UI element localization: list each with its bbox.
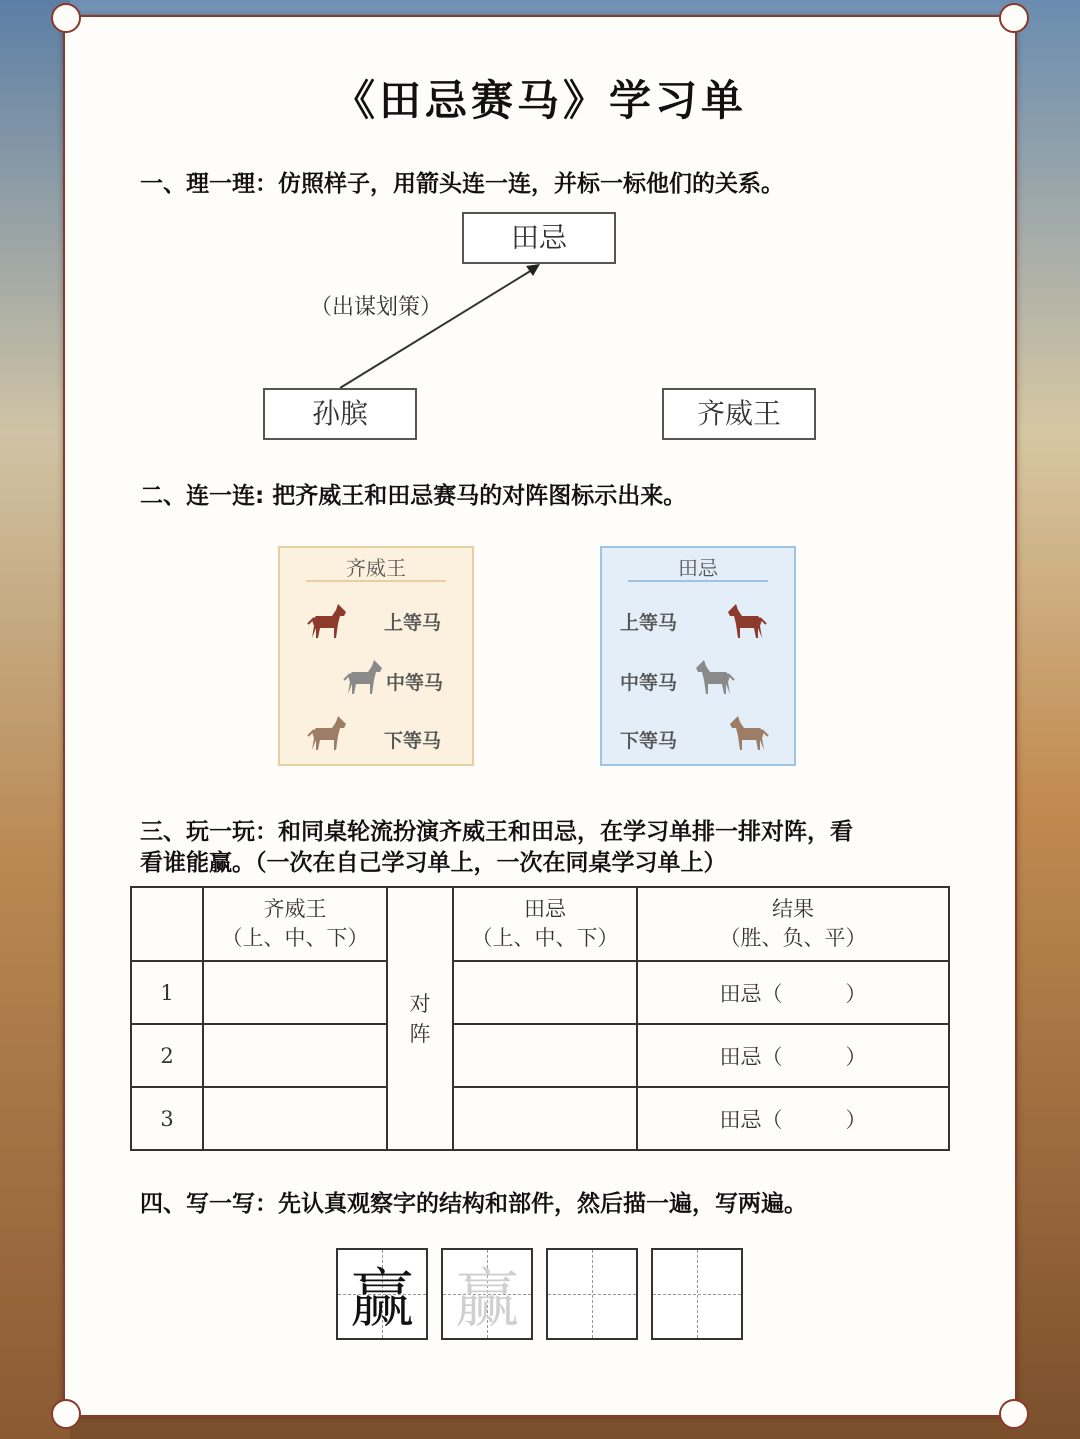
box-sunbin: 孙膑 [263,388,417,440]
section2-heading: 二、连一连: 把齐威王和田忌赛马的对阵图标示出来。 [140,483,687,509]
section3-heading-line1: 三、玩一玩：和同桌轮流扮演齐威王和田忌，在学习单排一排对阵，看 [140,819,853,845]
table-header-qi [203,887,387,961]
table-row [131,1087,949,1150]
row-number: 1 [131,961,203,1024]
row-number: 3 [131,1087,203,1150]
vs-char: 对 [409,991,431,1016]
table-row [131,961,949,1024]
header-subtext: （上、中、下） [471,926,619,950]
horse-label-mid: 中等马 [386,672,444,694]
writing-grid-trace[interactable] [441,1248,533,1340]
section3-heading-line2: 看谁能赢。（一次在自己学习单上，一次在同桌学习单上） [140,850,727,876]
trace-character: 赢 [455,1263,519,1337]
writing-grid-model [336,1248,428,1340]
horse-top-icon [724,602,768,642]
qi-answer-cell[interactable] [203,961,387,1024]
writing-grid-blank[interactable] [546,1248,638,1340]
box-tianji: 田忌 [462,212,616,264]
table-vs-column [387,887,453,1150]
writing-grid-blank[interactable] [651,1248,743,1340]
header-text: 齐威王 [263,897,327,921]
horse-mid-icon [692,658,736,698]
qi-answer-cell[interactable] [203,1087,387,1150]
card-tianji [592,538,804,774]
horse-label-top: 上等马 [384,612,442,634]
qi-answer-cell[interactable] [203,1024,387,1087]
tian-answer-cell[interactable] [453,961,637,1024]
tian-answer-cell[interactable] [453,1024,637,1087]
model-character: 赢 [350,1263,414,1337]
result-cell[interactable]: 田忌（ ） [637,1087,949,1150]
box-qiweiwang: 齐威王 [662,388,816,440]
horse-top-icon [306,602,350,642]
card-title: 田忌 [678,556,718,580]
section1-heading: 一、理一理：仿照样子，用箭头连一连，并标一标他们的关系。 [140,171,784,197]
horse-label-low: 下等马 [620,730,678,752]
relation-label: （出谋划策） [310,295,443,320]
horse-label-top: 上等马 [620,612,678,634]
horse-label-mid: 中等马 [620,672,678,694]
result-cell[interactable]: 田忌（ ） [637,961,949,1024]
result-cell[interactable]: 田忌（ ） [637,1024,949,1087]
vs-char: 阵 [409,1021,431,1046]
table-row [131,1024,949,1087]
table-header-num [131,887,203,961]
header-text: 结果 [772,897,814,921]
table-header-tian [453,887,637,961]
card-title: 齐威王 [346,556,406,580]
horse-low-icon [306,714,350,754]
card-divider [628,580,768,582]
tian-answer-cell[interactable] [453,1087,637,1150]
header-text: 田忌 [524,897,566,921]
horse-label-low: 下等马 [384,730,442,752]
card-qiweiwang [270,538,482,774]
matchup-table [130,886,950,1151]
row-number: 2 [131,1024,203,1087]
header-subtext: （胜、负、平） [719,926,867,950]
card-divider [306,580,446,582]
header-subtext: （上、中、下） [221,926,369,950]
section4-heading: 四、写一写：先认真观察字的结构和部件，然后描一遍，写两遍。 [140,1191,807,1217]
horse-low-icon [726,714,770,754]
horse-mid-icon [342,658,386,698]
table-header-result [637,887,949,961]
page-title: 《田忌赛马》学习单 [332,76,747,125]
